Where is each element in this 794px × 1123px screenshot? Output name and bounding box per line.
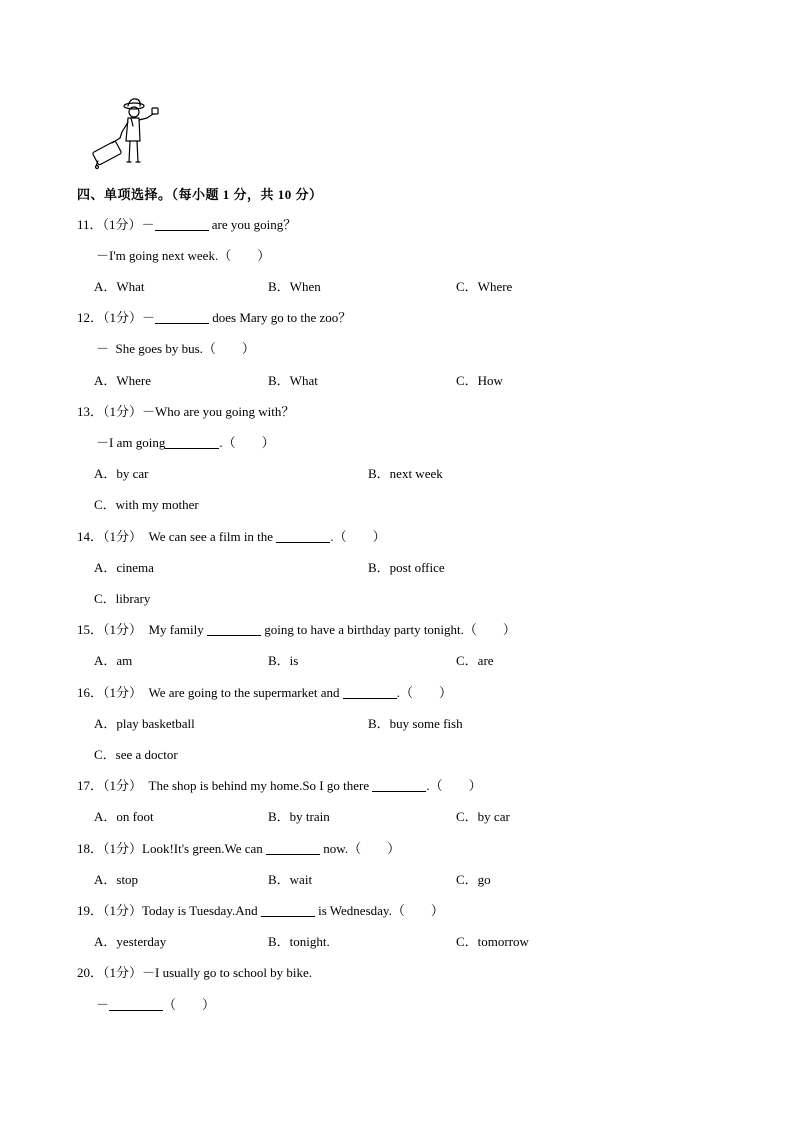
answer-blank (261, 904, 315, 917)
question-17-option-c[interactable]: C．by car (456, 809, 510, 824)
question-12-reply: － She goes by bus.（ ） (96, 341, 255, 356)
answer-blank (155, 311, 209, 324)
question-18-option-c[interactable]: C．go (456, 872, 491, 887)
question-14-prompt (77, 529, 386, 545)
question-14-text-post: .（ ） (330, 529, 386, 544)
question-12-prompt (77, 310, 351, 326)
traveler-with-suitcase-illustration (90, 96, 170, 172)
question-18-text-post: now.（ ） (320, 841, 401, 856)
question-17-option-a[interactable]: A．on foot (94, 809, 154, 824)
question-12-option-b[interactable]: B．What (268, 373, 318, 388)
question-15-option-a[interactable]: A．am (94, 653, 133, 668)
question-11-reply: －I'm going next week.（ ） (96, 248, 271, 263)
answer-blank (207, 623, 261, 636)
answer-blank (165, 436, 219, 449)
question-11-prompt (77, 217, 296, 233)
question-13-reply (96, 435, 275, 451)
question-17-option-b[interactable]: B．by train (268, 809, 330, 824)
answer-blank (276, 530, 330, 543)
question-12-option-c[interactable]: C．How (456, 373, 503, 388)
question-16-option-c[interactable]: C．see a doctor (94, 747, 178, 762)
question-20-prompt: 20．（1分）－I usually go to school by bike. (77, 965, 313, 980)
question-12-text-post: does Mary go to the zoo？ (209, 310, 352, 325)
question-13-reply-pre: －I am going (96, 435, 166, 450)
question-20-reply-post: （ ） (163, 997, 216, 1012)
question-19-option-a[interactable]: A．yesterday (94, 934, 167, 949)
question-18-option-b[interactable]: B．wait (268, 872, 313, 887)
question-19-text-post: is Wednesday.（ ） (314, 903, 444, 918)
question-16-option-b[interactable]: B．buy some fish (368, 716, 463, 731)
answer-blank (155, 218, 209, 231)
question-16-prompt (77, 685, 452, 701)
question-17-text-pre: 17．（1分） The shop is behind my home.So I go there (77, 778, 373, 793)
question-19-prompt (77, 903, 444, 919)
question-14-option-b[interactable]: B．post office (368, 560, 445, 575)
question-14-option-c[interactable]: C．library (94, 591, 151, 606)
question-17-text-post: .（ ） (426, 778, 482, 793)
question-15-option-b[interactable]: B．is (268, 653, 299, 668)
question-13-option-c[interactable]: C．with my mother (94, 497, 199, 512)
answer-blank (266, 842, 320, 855)
question-12-text-pre: 12．（1分）－ (77, 310, 156, 325)
question-19-option-c[interactable]: C．tomorrow (456, 934, 529, 949)
question-14-option-a[interactable]: A．cinema (94, 560, 154, 575)
question-11-option-a[interactable]: A．What (94, 279, 145, 294)
question-15-text-pre: 15．（1分） My family (77, 622, 207, 637)
question-18-option-a[interactable]: A．stop (94, 872, 139, 887)
answer-blank (109, 998, 163, 1011)
question-19-option-b[interactable]: B．tonight. (268, 934, 330, 949)
question-13-option-a[interactable]: A．by car (94, 466, 149, 481)
question-11-option-b[interactable]: B．When (268, 279, 321, 294)
question-18-text-pre: 18．（1分）Look!It's green.We can (77, 841, 267, 856)
question-16-text-post: .（ ） (396, 685, 453, 700)
question-11-option-c[interactable]: C．Where (456, 279, 513, 294)
question-13-prompt: 13．（1分）－Who are you going with？ (77, 404, 295, 419)
question-16-text-pre: 16．（1分） We are going to the supermarket and (77, 685, 343, 700)
question-17-prompt (77, 778, 482, 794)
question-13-option-b[interactable]: B．next week (368, 466, 443, 481)
question-11-text-pre: 11．（1分）－ (77, 217, 155, 232)
question-15-option-c[interactable]: C．are (456, 653, 494, 668)
question-19-text-pre: 19．（1分）Today is Tuesday.And (77, 903, 261, 918)
question-20-reply-pre: － (96, 997, 110, 1012)
question-18-prompt (77, 841, 400, 857)
question-14-text-pre: 14．（1分） We can see a film in the (77, 529, 277, 544)
question-12-option-a[interactable]: A．Where (94, 373, 152, 388)
question-15-prompt (77, 622, 516, 638)
question-11-text-post: are you going？ (208, 217, 297, 232)
question-16-option-a[interactable]: A．play basketball (94, 716, 195, 731)
question-20-reply (96, 997, 215, 1013)
section-title: 四、单项选择。（每小题 1 分，共 10 分） (77, 187, 323, 202)
answer-blank (343, 686, 397, 699)
answer-blank (372, 779, 426, 792)
question-13-reply-post: .（ ） (219, 435, 275, 450)
question-15-text-post: going to have a birthday party tonight.（ ） (261, 622, 516, 637)
